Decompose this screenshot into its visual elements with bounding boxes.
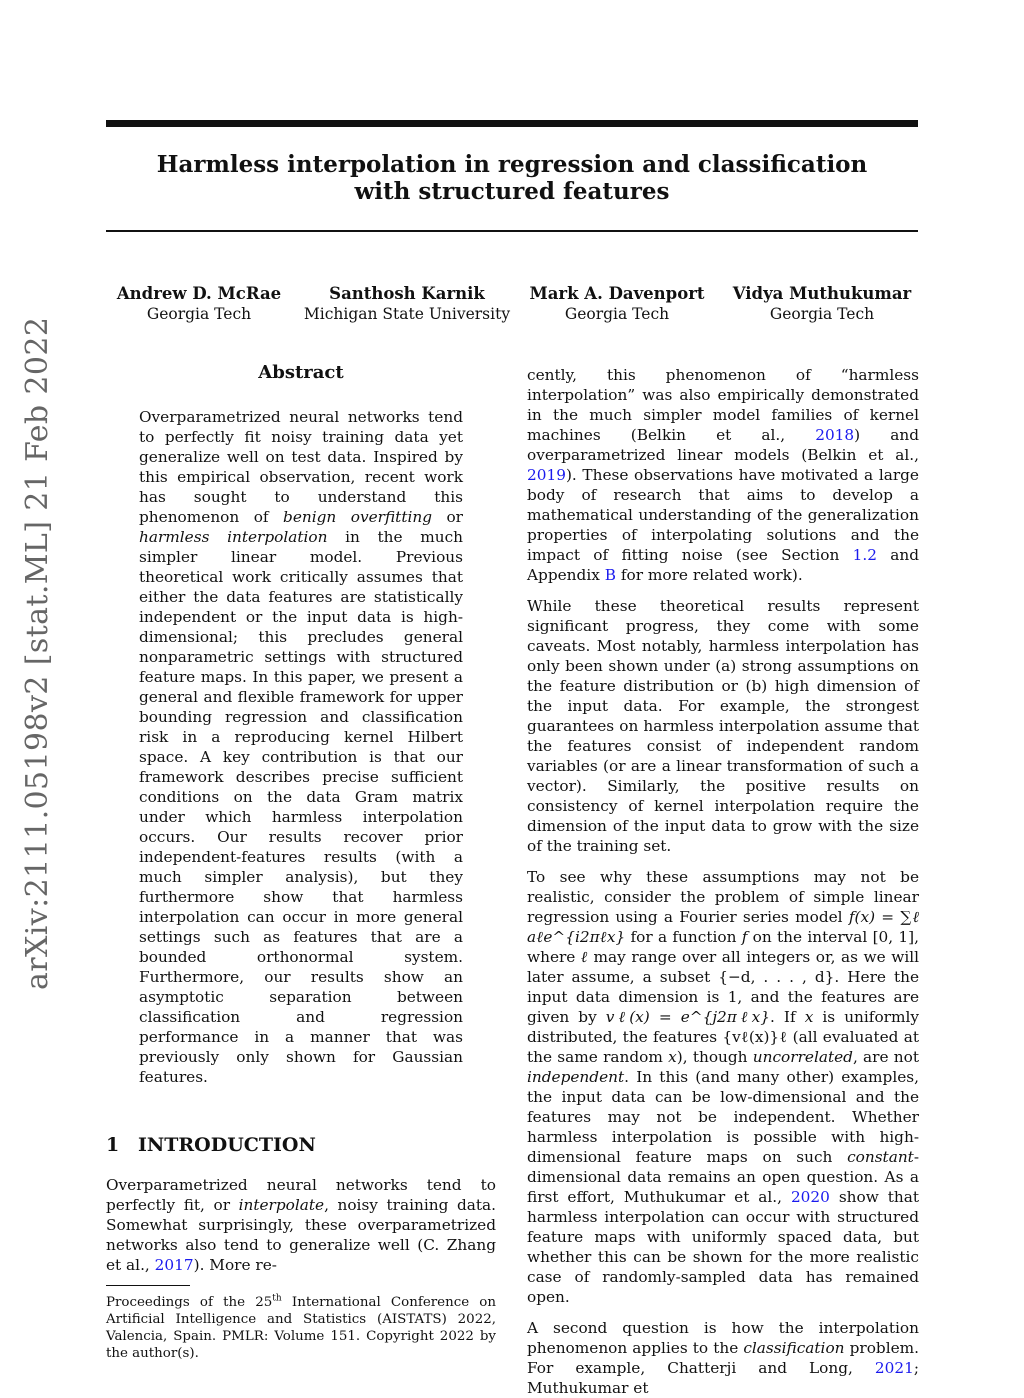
section-number: 1 bbox=[106, 1134, 120, 1156]
title-line-2: with structured features bbox=[354, 178, 670, 205]
left-column bbox=[106, 360, 496, 1362]
footnote-rule bbox=[106, 1285, 190, 1286]
author-name: Santhosh Karnik bbox=[329, 284, 485, 303]
arxiv-identifier: arXiv:2111.05198v2 [stat.ML] 21 Feb 2022 bbox=[20, 316, 55, 990]
footnote-proceedings: Proceedings of the 25th International Conference on Artificial Intelligence and Statistics (AISTATS) 2022, Valencia, Spain. PMLR: Volume 151. Copyright 2022 by the author(s). bbox=[106, 1293, 496, 1361]
author-2 bbox=[302, 284, 512, 324]
right-paragraph-1: cently, this phenomenon of “harmless interpolation” was also empirically demonstrated in the much simpler model families of kernel machines (Belkin et al., 2018) and overparametrized linear models (Belkin et al., 2019). These observations have motivated a large body of research that aims to develop a mathematical understanding of the generalization properties of interpolating solutions and the impact of fitting noise (see Section 1.2 and Appendix B for more related work). bbox=[527, 366, 919, 584]
abstract-body bbox=[106, 407, 496, 1087]
right-column bbox=[527, 365, 919, 1398]
author-block bbox=[106, 284, 918, 334]
title-line-1: Harmless interpolation in regression and classification bbox=[156, 151, 868, 178]
author-affiliation: Georgia Tech bbox=[146, 305, 252, 323]
section-heading-introduction bbox=[106, 1135, 496, 1155]
abstract-heading: Abstract bbox=[258, 362, 344, 383]
citation-link[interactable]: 2017 bbox=[154, 1256, 194, 1274]
author-name: Vidya Muthukumar bbox=[732, 284, 912, 303]
intro-paragraph: Overparametrized neural networks tend to perfectly fit, or interpolate, noisy training data. Somewhat surprisingly, these overparametrized networks also tend to generalize well (C. Zhang et al., 2017). More re- bbox=[106, 1176, 496, 1274]
citation-link[interactable]: 2021 bbox=[874, 1359, 914, 1377]
author-affiliation: Michigan State University bbox=[303, 305, 511, 323]
section-link[interactable]: 1.2 bbox=[852, 546, 877, 564]
author-3 bbox=[512, 284, 722, 324]
math-feature-def: vℓ(x) = e^{j2πℓx} bbox=[605, 1008, 770, 1026]
paper-title bbox=[106, 151, 918, 205]
author-name: Andrew D. McRae bbox=[116, 284, 282, 303]
appendix-link[interactable]: B bbox=[604, 566, 616, 584]
section-title: INTRODUCTION bbox=[138, 1134, 316, 1156]
title-top-rule bbox=[106, 120, 918, 127]
citation-link[interactable]: 2019 bbox=[527, 466, 566, 484]
abstract-text: Overparametrized neural networks tend to perfectly fit noisy training data yet generalize well on test data. Inspired by this empirical observation, recent work has sought to understand this phenomenon of benign overfitting or harmless interpolation in the much simpler linear model. Previous theoretical work critically assumes that either the data features are statistically independent or the input data is high-dimensional; this precludes general nonparametric settings with structured feature maps. In this paper, we present a general and flexible framework for upper bounding regression and classification risk in a reproducing kernel Hilbert space. A key contribution is that our framework describes precise sufficient conditions on the data Gram matrix under which harmless interpolation occurs. Our results recover prior independent-features results (with a much simpler analysis), but they furthermore show that harmless interpolation can occur in more general settings such as features that are a bounded orthonormal system. Furthermore, our results show an asymptotic separation between classification and regression performance in a manner that was previously only shown for Gaussian features. bbox=[139, 408, 463, 1086]
right-paragraph-3: To see why these assumptions may not be realistic, consider the problem of simple linear regression using a Fourier series model f(x) = ∑ℓ aℓe^{i2πℓx} for a function f on the interval [0, 1], where ℓ may range over all integers or, as we will later assume, a subset {−d, . . . , d}. Here the input data dimension is 1, and the features are given by vℓ(x) = e^{j2πℓx}. If x is uniformly distributed, the features {vℓ(x)}ℓ (all evaluated at the same random x), though uncorrelated, are not independent. In this (and many other) examples, the input data can be low-dimensional and the features may not be independent. Whether harmless interpolation is possible with high-dimensional feature maps on such constant-dimensional data remains an open question. As a first effort, Muthukumar et al., 2020 show that harmless interpolation can occur with structured feature maps with uniformly spaced data, but whether this can be shown for the more realistic case of randomly-sampled data has remained open. bbox=[527, 868, 920, 1306]
citation-link[interactable]: 2018 bbox=[815, 426, 855, 444]
author-4 bbox=[717, 284, 927, 324]
title-bottom-rule bbox=[106, 230, 918, 232]
math-fourier-model: f(x) = ∑ℓ aℓe^{i2πℓx} bbox=[527, 908, 919, 946]
author-affiliation: Georgia Tech bbox=[564, 305, 670, 323]
right-paragraph-2: While these theoretical results represent significant progress, they come with some caveats. Most notably, harmless interpolation has only been shown under (a) strong assumptions on the feature distribution or (b) high dimension of the input data. For example, the strongest guarantees on harmless interpolation assume that the features consist of independent random variables (or are a linear transformation of such a vector). Similarly, the positive results on consistency of kernel interpolation require the dimension of the input data to grow with the size of the training set. bbox=[527, 597, 919, 855]
author-affiliation: Georgia Tech bbox=[769, 305, 875, 323]
citation-link[interactable]: 2020 bbox=[790, 1188, 830, 1206]
author-name: Mark A. Davenport bbox=[529, 284, 705, 303]
right-paragraph-4: A second question is how the interpolation phenomenon applies to the classification problem. For example, Chatterji and Long, 2021; Muthukumar et bbox=[527, 1319, 920, 1397]
author-1 bbox=[94, 284, 304, 324]
